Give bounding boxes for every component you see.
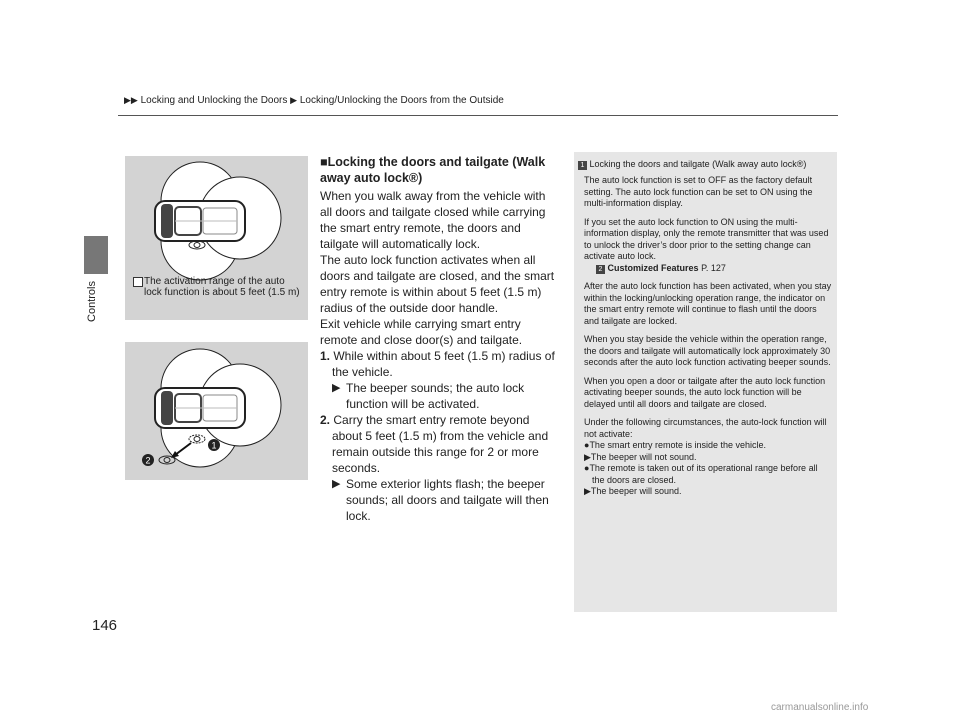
sidebar-paragraph-5: When you open a door or tailgate after the auto lock function activating beeper sounds, the auto lock function will be delayed until all doors and tailgate are closed. (584, 375, 826, 409)
sidebar-paragraph-6: Under the following circumstances, the auto-lock function will not activate: (584, 417, 827, 439)
breadcrumb-item-2[interactable]: Locking/Unlocking the Doors from the Outside (299, 95, 504, 106)
result-arrow-icon: ▶ (584, 486, 591, 496)
step-2-result (320, 476, 560, 524)
step-2-text: Carry the smart entry remote beyond about 5 feet (1.5 m) from the vehicle and remain outside this range for 2 or more seconds. (332, 413, 549, 475)
range-legend-swatch (133, 277, 143, 287)
bullet-icon: ● (584, 440, 590, 450)
walk-away-illustration (125, 342, 308, 480)
sidebar-note (574, 152, 837, 612)
sidebar-bullet-2-result (584, 486, 832, 498)
cross-reference[interactable] (584, 263, 832, 275)
result-arrow-icon: ▶ (584, 451, 591, 462)
step-1-result (320, 380, 560, 412)
figure-caption-text: The activation range of the auto lock function is about 5 feet (1.5 m) (144, 276, 300, 298)
cross-reference-icon: 2 (596, 265, 605, 274)
breadcrumb-separator-icon: ▶ (290, 95, 298, 105)
sidebar-bullet-1-result-text: The beeper will not sound. (590, 451, 697, 462)
paragraph-2: The auto lock function activates when all doors and tailgate are closed, and the smart entry remote is within about 5 feet (1.5 m) radius of the outside door handle. (320, 253, 555, 315)
breadcrumb-item-1[interactable]: Locking and Unlocking the Doors (140, 95, 288, 106)
header-rule (118, 115, 838, 116)
bullet-icon: ● (584, 463, 590, 473)
sidebar-body (584, 175, 832, 498)
sidebar-paragraph-1: The auto lock function is set to OFF as the factory default setting. The auto lock function can be set to ON using the multi-information display. (584, 175, 813, 208)
breadcrumb-arrow-icon: ▶▶ (124, 95, 138, 105)
sidebar-bullet-2-result-text: The beeper will sound. (590, 486, 682, 496)
sidebar-bullet-2 (584, 463, 832, 486)
section-tab (84, 236, 108, 274)
sidebar-bullet-2-text: The remote is taken out of its operational range before all the doors are closed. (589, 463, 818, 485)
sidebar-heading (578, 159, 806, 170)
result-arrow-icon: ▶ (332, 382, 341, 394)
main-content (320, 154, 560, 524)
heading-marker-icon: ■ (320, 155, 328, 169)
paragraph-3: Exit vehicle while carrying smart entry remote and close door(s) and tailgate. (320, 317, 523, 347)
step-marker-2-label: 2 (145, 455, 151, 466)
page-number: 146 (92, 617, 118, 634)
step-1-result-text: The beeper sounds; the auto lock function will be activated. (346, 381, 525, 411)
sidebar-bullet-1 (584, 440, 832, 452)
sidebar-bullet-1-result (584, 452, 832, 464)
step-1-text: While within about 5 feet (1.5 m) radius of the vehicle. (332, 349, 555, 379)
cross-reference-page[interactable]: P. 127 (701, 262, 726, 273)
section-heading-text: Locking the doors and tailgate (Walk away auto lock®) (320, 155, 546, 185)
breadcrumb (124, 95, 504, 106)
paragraph-1: When you walk away from the vehicle with all doors and tailgate closed while carrying the smart entry remote, the doors and tailgate will automatically lock. (320, 189, 546, 251)
walk-away-figure (125, 342, 308, 480)
step-2 (320, 412, 560, 476)
step-marker-1-label: 1 (211, 440, 217, 451)
step-2-number: 2. (320, 413, 331, 427)
sidebar-paragraph-4: When you stay beside the vehicle within the operation range, the doors and tailgate will automatically lock approximately 30 seconds after the auto lock function activating beeper sounds. (584, 334, 831, 367)
section-heading (320, 154, 560, 186)
result-arrow-icon: ▶ (332, 478, 341, 490)
sidebar-heading-text: Locking the doors and tailgate (Walk away auto lock®) (589, 159, 807, 169)
step-1 (320, 348, 560, 380)
watermark: carmanualsonline.info (771, 702, 869, 713)
section-label: Controls (86, 281, 98, 322)
sidebar-bullet-1-text: The smart entry remote is inside the vehicle. (589, 440, 767, 450)
cross-reference-title[interactable]: Customized Features (607, 262, 699, 273)
sidebar-paragraph-2: If you set the auto lock function to ON using the multi-information display, only the remote transmitter that was used to unlock the driver’s door prior to the setting change can activate auto lock. (584, 216, 829, 261)
step-2-result-text: Some exterior lights flash; the beeper sounds; all doors and tailgate will then lock. (346, 477, 549, 523)
sidebar-paragraph-3: After the auto lock function has been activated, when you stay within the locking/unlocking operation range, the indicator on the smart entry remote will continue to flash until the doors and tailgate are locked. (584, 281, 832, 326)
note-icon: 1 (578, 161, 587, 170)
step-1-number: 1. (320, 349, 331, 363)
